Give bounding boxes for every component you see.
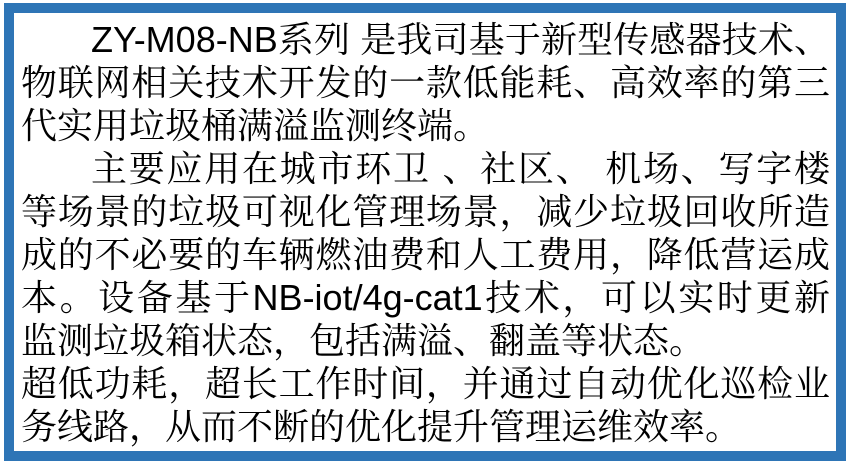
text-line: 监测垃圾箱状态，包括满溢、翻盖等状态。	[21, 320, 706, 361]
product-description	[14, 13, 836, 448]
text-line: 超低功耗，超长工作时间，并通过自动优化巡检业	[21, 363, 830, 404]
text-line: 主要应用在城市环卫 、社区、 机场、写字楼	[91, 148, 830, 189]
text-line: 本。设备基于NB-iot/4g-cat1技术，可以实时更新	[21, 277, 830, 318]
text-line: 务线路，从而不断的优化提升管理运维效率。	[21, 406, 742, 447]
text-line: 物联网相关技术开发的一款低能耗、高效率的第三	[21, 62, 830, 103]
text-line: 代实用垃圾桶满溢监测终端。	[21, 105, 490, 146]
text-line: 成的不必要的车辆燃油费和人工费用，降低营运成	[21, 234, 830, 275]
bordered-text-panel	[4, 3, 846, 461]
text-line: 等场景的垃圾可视化管理场景，减少垃圾回收所造	[21, 191, 830, 232]
text-line: ZY-M08-NB系列 是我司基于新型传感器技术、	[91, 19, 830, 60]
